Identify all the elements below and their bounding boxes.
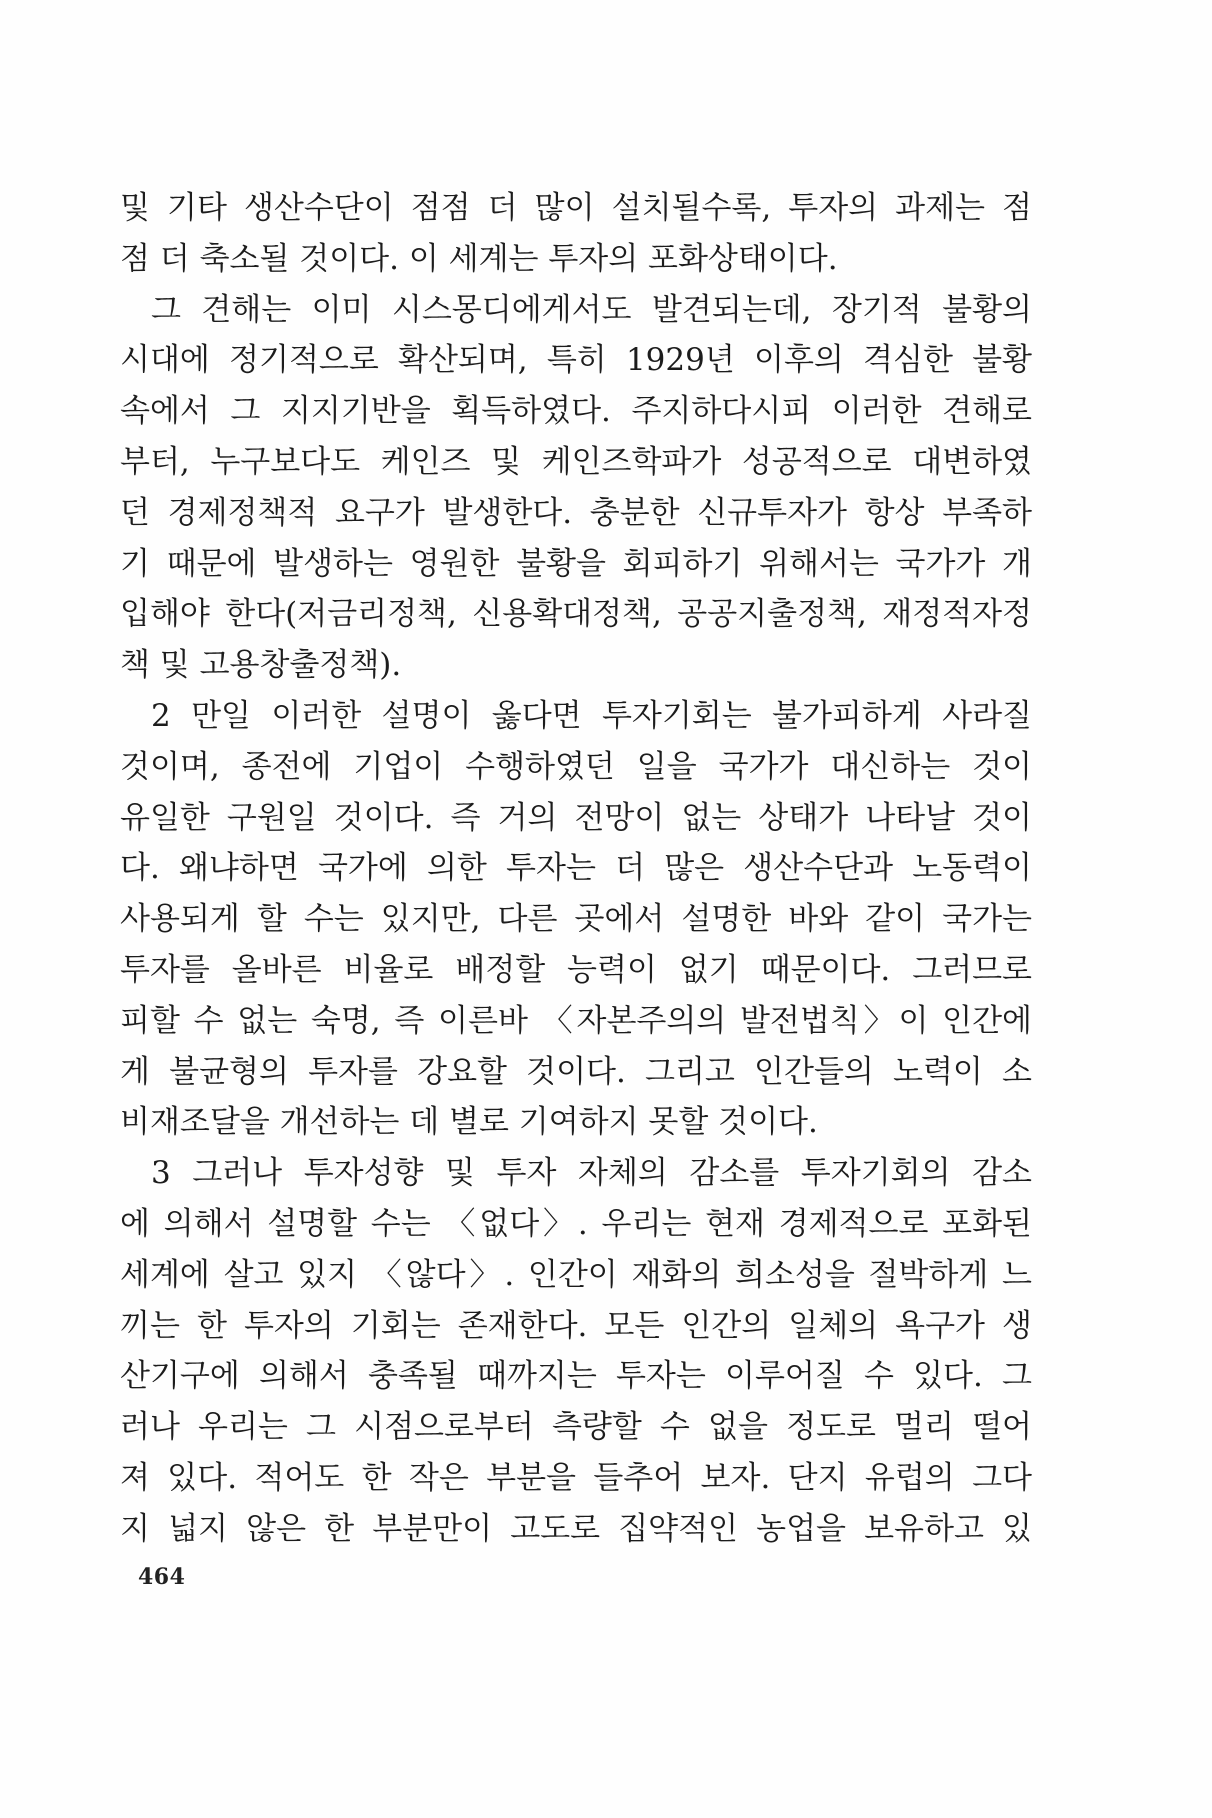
text-line: 책 및 고용창출정책).	[120, 647, 402, 684]
text-line: 지 넓지 않은 한 부분만이 고도로 집약적인 농업을 보유하고 있	[120, 1510, 1032, 1547]
text-line: 사용되게 할 수는 있지만, 다른 곳에서 설명한 바와 같이 국가는	[120, 901, 1032, 938]
section-2-start-line: 2 만일 이러한 설명이 옳다면 투자기회는 불가피하게 사라질	[151, 697, 1032, 734]
page-number: 464	[138, 1564, 186, 1590]
text-line: 끼는 한 투자의 기회는 존재한다. 모든 인간의 일체의 욕구가 생	[120, 1307, 1032, 1344]
text-line: 및 기타 생산수단이 점점 더 많이 설치될수록, 투자의 과제는 점	[120, 190, 1032, 226]
text-line: 부터, 누구보다도 케인즈 및 케인즈학파가 성공적으로 대변하였	[120, 443, 1032, 480]
text-line: 다. 왜냐하면 국가에 의한 투자는 더 많은 생산수단과 노동력이	[120, 850, 1032, 887]
text-line: 에 의해서 설명할 수는 〈없다〉. 우리는 현재 경제적으로 포화된	[120, 1205, 1032, 1242]
text-line: 속에서 그 지지기반을 획득하였다. 주지하다시피 이러한 견해로	[120, 393, 1032, 430]
text-line: 기 때문에 발생하는 영원한 불황을 회피하기 위해서는 국가가 개	[120, 545, 1032, 582]
text-line: 산기구에 의해서 충족될 때까지는 투자는 이루어질 수 있다. 그	[120, 1358, 1032, 1395]
section-3-start-line: 3 그러나 투자성향 및 투자 자체의 감소를 투자기회의 감소	[151, 1155, 1032, 1192]
text-line: 유일한 구원일 것이다. 즉 거의 전망이 없는 상태가 나타날 것이	[120, 799, 1032, 836]
text-line: 비재조달을 개선하는 데 별로 기여하지 못할 것이다.	[120, 1104, 818, 1141]
text-line: 시대에 정기적으로 확산되며, 특히 1929년 이후의 격심한 불황	[120, 342, 1032, 379]
paragraph-start-line: 그 견해는 이미 시스몽디에게서도 발견되는데, 장기적 불황의	[151, 291, 1032, 328]
text-line: 점 더 축소될 것이다. 이 세계는 투자의 포화상태이다.	[120, 240, 838, 277]
text-line: 투자를 올바른 비율로 배정할 능력이 없기 때문이다. 그러므로	[120, 951, 1032, 988]
text-line: 던 경제정책적 요구가 발생한다. 충분한 신규투자가 항상 부족하	[120, 494, 1032, 531]
text-line: 것이며, 종전에 기업이 수행하였던 일을 국가가 대신하는 것이	[120, 748, 1032, 785]
text-line: 세계에 살고 있지 〈않다〉. 인간이 재화의 희소성을 절박하게 느	[120, 1256, 1032, 1293]
text-line: 져 있다. 적어도 한 작은 부분을 들추어 보자. 단지 유럽의 그다	[120, 1459, 1032, 1496]
text-line: 러나 우리는 그 시점으로부터 측량할 수 없을 정도로 멀리 떨어	[120, 1409, 1032, 1446]
text-line: 입해야 한다(저금리정책, 신용확대정책, 공공지출정책, 재정적자정	[120, 596, 1032, 633]
body-text	[120, 183, 1032, 1555]
text-line: 피할 수 없는 숙명, 즉 이른바 〈자본주의의 발전법칙〉이 인간에	[120, 1002, 1032, 1039]
text-line: 게 불균형의 투자를 강요할 것이다. 그리고 인간들의 노력이 소	[120, 1053, 1032, 1090]
